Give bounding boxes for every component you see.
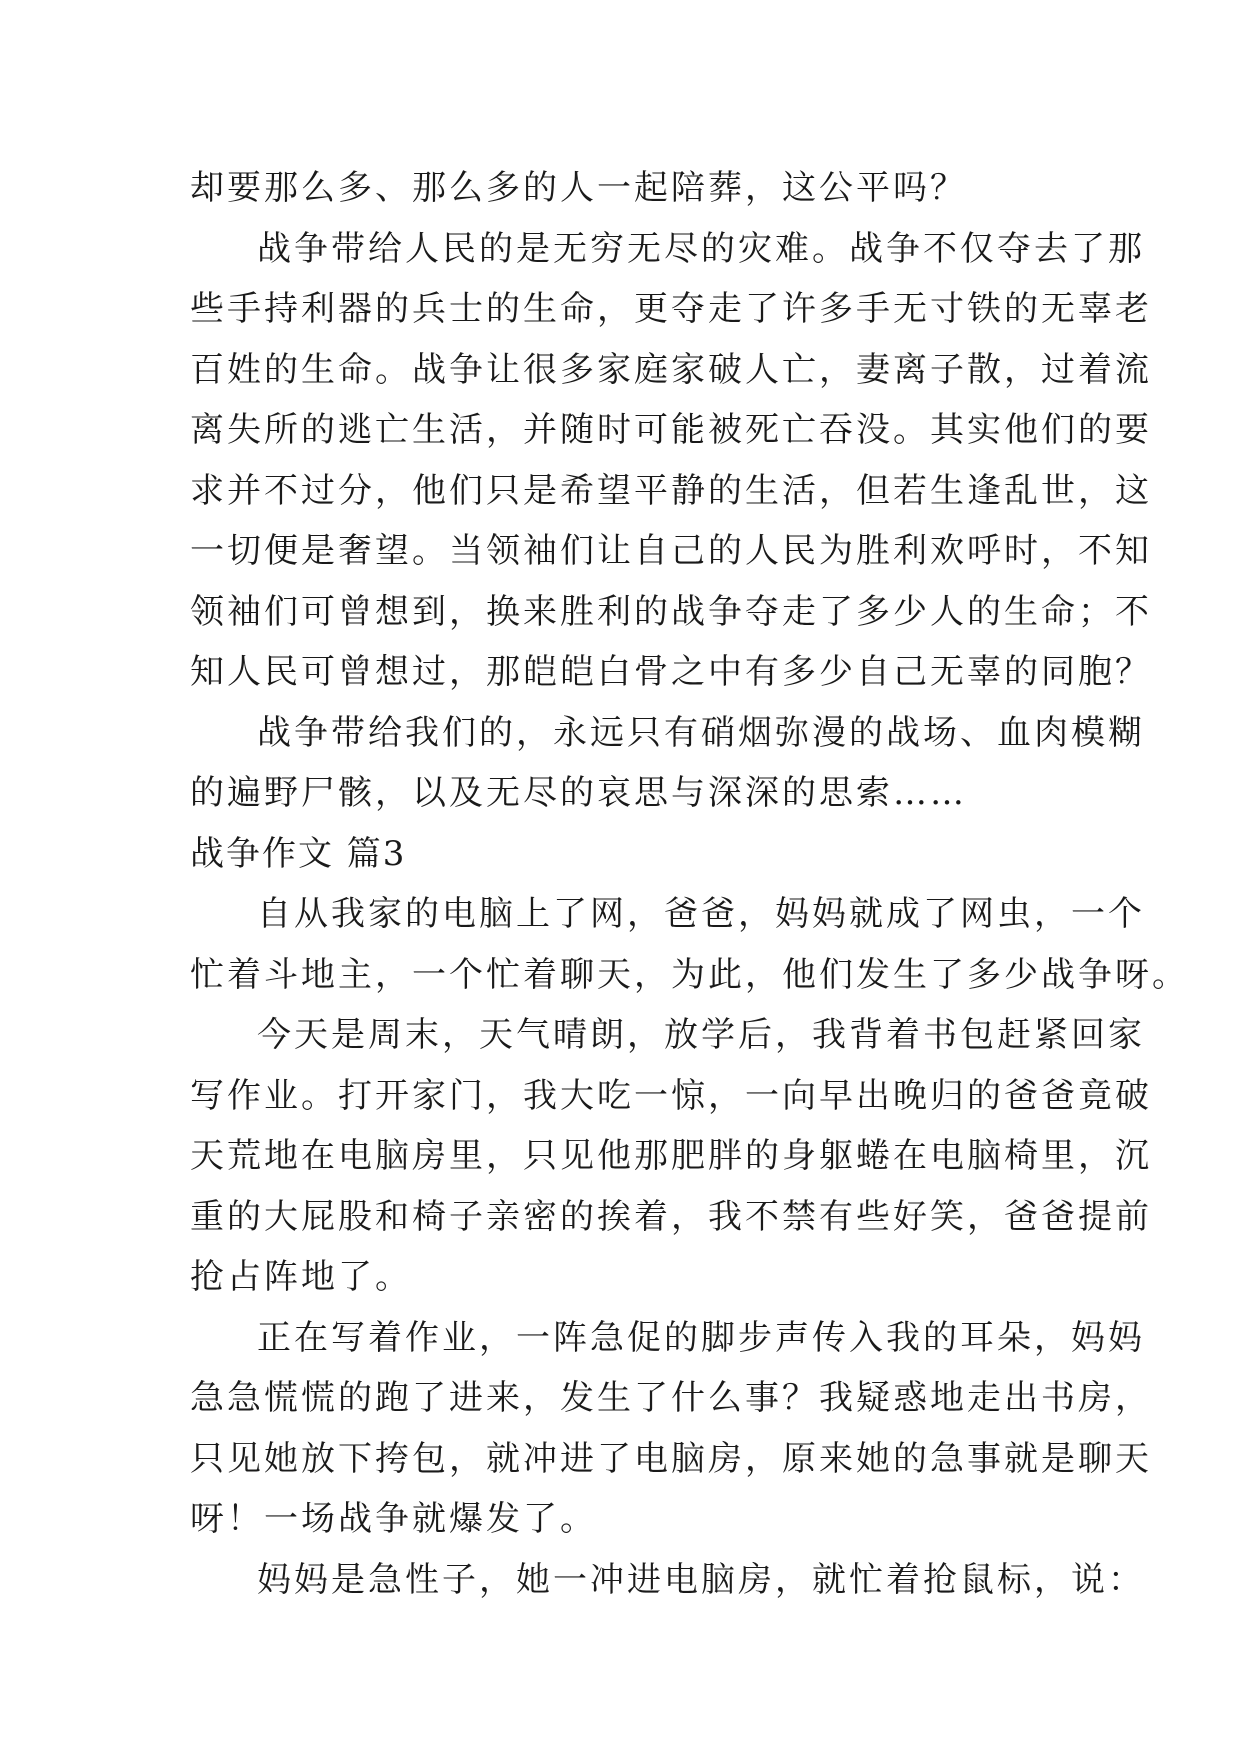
text-line: 战争带给我们的，永远只有硝烟弥漫的战场、血肉模糊 (257, 712, 1145, 753)
document-body (190, 158, 1189, 1610)
text-line: 写作业。打开家门，我大吃一惊，一向早出晚归的爸爸竟破 (190, 1075, 1152, 1116)
text-line: 一切便是奢望。当领袖们让自己的人民为胜利欢呼时，不知 (190, 531, 1152, 571)
text-line: 却要那么多、那么多的人一起陪葬，这公平吗？ (190, 168, 967, 208)
text-line: 妈妈是急性子，她一冲进电脑房，就忙着抢鼠标，说： (257, 1559, 1145, 1600)
text-line: 抢占阵地了。 (190, 1257, 412, 1297)
text-line: 些手持利器的兵士的生命，更夺走了许多手无寸铁的无辜老 (190, 289, 1152, 329)
text-line: 忙着斗地主，一个忙着聊天，为此，他们发生了多少战争呀。 (190, 954, 1189, 995)
text-line: 天荒地在电脑房里，只见他那肥胖的身躯蜷在电脑椅里，沉 (190, 1136, 1152, 1176)
text-line: 急急慌慌的跑了进来，发生了什么事？我疑惑地走出书房， (190, 1378, 1152, 1418)
text-line: 战争带给人民的是无穷无尽的灾难。战争不仅夺去了那 (257, 228, 1145, 269)
text-line: 离失所的逃亡生活，并随时可能被死亡吞没。其实他们的要 (190, 410, 1152, 450)
text-line: 知人民可曾想过，那皑皑白骨之中有多少自己无辜的同胞？ (190, 652, 1152, 692)
text-line: 自从我家的电脑上了网，爸爸，妈妈就成了网虫，一个 (257, 894, 1145, 934)
text-line: 求并不过分，他们只是希望平静的生活，但若生逢乱世，这 (190, 470, 1152, 511)
text-line: 正在写着作业，一阵急促的脚步声传入我的耳朵，妈妈 (257, 1317, 1145, 1358)
text-line: 的遍野尸骸，以及无尽的哀思与深深的思索…… (190, 773, 967, 813)
text-line: 呀！一场战争就爆发了。 (190, 1499, 597, 1539)
text-line: 只见她放下挎包，就冲进了电脑房，原来她的急事就是聊天 (190, 1438, 1152, 1479)
section-heading: 战争作文 篇3 (190, 833, 407, 874)
text-line: 领袖们可曾想到，换来胜利的战争夺走了多少人的生命；不 (190, 591, 1152, 632)
text-line: 百姓的生命。战争让很多家庭家破人亡，妻离子散，过着流 (190, 349, 1152, 390)
text-line: 重的大屁股和椅子亲密的挨着，我不禁有些好笑，爸爸提前 (190, 1196, 1152, 1237)
text-line: 今天是周末，天气晴朗，放学后，我背着书包赶紧回家 (257, 1015, 1145, 1055)
